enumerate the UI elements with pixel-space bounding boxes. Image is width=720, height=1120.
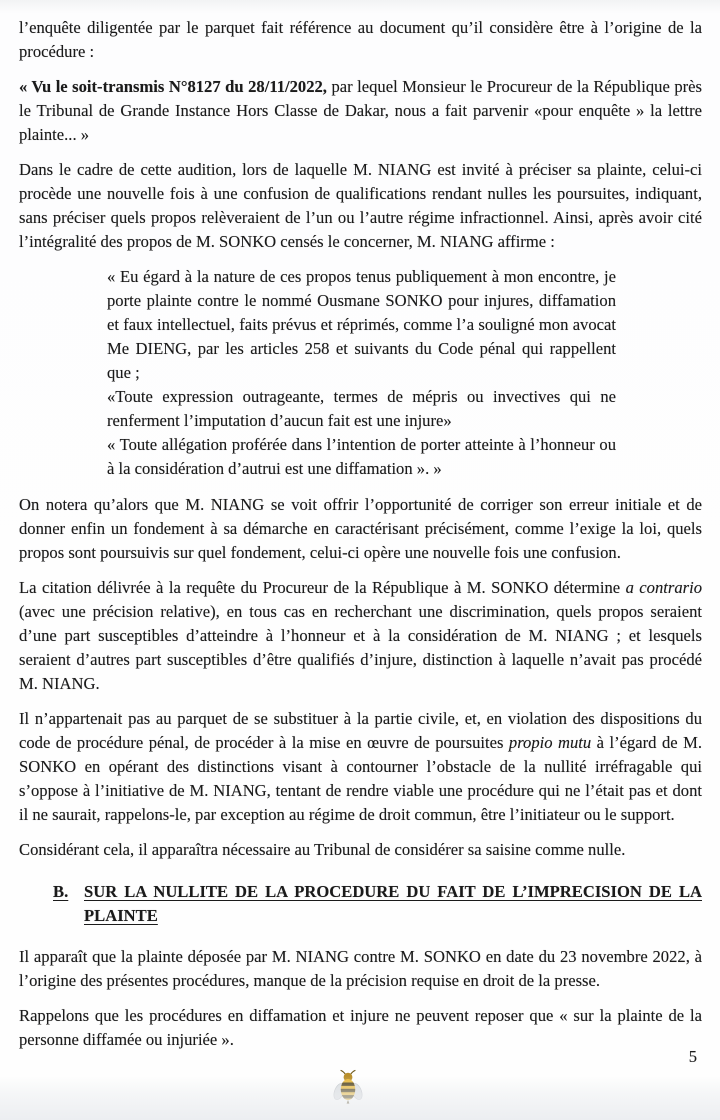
paragraph-citation xyxy=(19,576,702,696)
paragraph-parquet xyxy=(19,707,702,827)
quote-part-1: « Eu égard à la nature de ces propos tenus publiquement à mon encontre, je porte plainte contre le nommé Ousmane SONKO pour injures, diffamation et faux intellectuel, faits prévus et réprimés, comme l’a souligné mon avocat Me DIENG, par les articles 258 et suivants du Code pénal qui rappellent que ; xyxy=(107,267,616,382)
paragraph-plainte-deposee: Il apparaît que la plainte déposée par M. NIANG contre M. SONKO en date du 23 novembre 2022, à l’origine des présentes procédures, manque de la précision requise en droit de la presse. xyxy=(19,947,702,990)
paragraph-audition: Dans le cadre de cette audition, lors de laquelle M. NIANG est invité à préciser sa plainte, celui-ci procède une nouvelle fois à une confusion de qualifications rendant nulles les poursuites, indiquant, sans préciser quels propos relèveraient de l’un ou l’autre régime infractionnel. Ainsi, après avoir cité l’intégralité des propos de M. SONKO censés le concerner, M. NIANG affirme : xyxy=(19,160,702,251)
section-heading-marker: B. xyxy=(53,882,69,901)
citation-italic-run: a contrario xyxy=(625,578,702,597)
parquet-lead-run: Il n’appartenait pas au parquet de se substituer à la partie civile, et, en violation des dispositions du code de procédure pénal, de procéder à la mise en œuvre de poursuites xyxy=(19,709,702,752)
citation-tail-run: (avec une précision relative), en tous cas en recherchant une discrimination, quels propos seraient d’une part susceptibles d’atteindre à l’honneur et à la considération de M. NIANG ; et lesquels seraient d’autres part susceptibles d’être qualifiés d’injure, distinction à laquelle n’avait pas procédé M. NIANG. xyxy=(19,602,702,693)
paragraph-rappelons: Rappelons que les procédures en diffamation et injure ne peuvent reposer que « sur la plainte de la personne diffamée ou injuriée ». xyxy=(19,1006,702,1049)
paragraph-soit-transmis xyxy=(19,75,702,147)
section-heading-title: SUR LA NULLITE DE LA PROCEDURE DU FAIT DE L’IMPRECISION DE LA PLAINTE xyxy=(84,882,702,925)
quote-part-3: « Toute allégation proférée dans l’intention de porter atteinte à l’honneur ou à la considération d’autrui est une diffamation ». » xyxy=(107,435,616,478)
paragraph-on-notera: On notera qu’alors que M. NIANG se voit offrir l’opportunité de corriger son erreur initiale et de donner enfin un fondement à sa démarche en caractérisant précisément, comme l’exige la loi, quels propos sont poursuivis sur quel fondement, celui-ci opère une nouvelle fois une confusion. xyxy=(19,495,702,562)
soit-transmis-text-run: par lequel Monsieur le Procureur de la République près le Tribunal de Grande Instance Hors Classe de Dakar, nous a fait parvenir «pour enquête » la lettre plainte... » xyxy=(19,77,702,144)
bee-icon xyxy=(333,1069,363,1105)
blockquote-plainte-niang xyxy=(107,265,616,481)
parquet-italic-run: propio mutu xyxy=(508,733,592,752)
quote-part-2: «Toute expression outrageante, termes de mépris ou invectives qui ne renferment l’imputation d’aucun fait est une injure» xyxy=(107,387,616,430)
section-heading-b xyxy=(53,880,702,928)
soit-transmis-bold-run: « Vu le soit-transmis N°8127 du 28/11/2022, xyxy=(19,77,327,96)
page-number: 5 xyxy=(688,1047,697,1066)
paragraph-intro: l’enquête diligentée par le parquet fait référence au document qu’il considère être à l’origine de la procédure : xyxy=(19,18,702,61)
citation-lead-run: La citation délivrée à la requête du Procureur de la République à M. SONKO détermine xyxy=(19,578,626,597)
paragraph-considerant: Considérant cela, il apparaîtra nécessaire au Tribunal de considérer sa saisine comme nulle. xyxy=(19,840,626,859)
parquet-tail-run: à l’égard de M. SONKO en opérant des distinctions visant à contourner l’obstacle de la nullité irréfragable qui s’oppose à l’initiative de M. NIANG, tentant de rendre viable une procédure qui ne l’était pas et dont il ne saurait, rappelons-le, par exception au régime de droit commun, être l’initiateur ou le support. xyxy=(19,733,702,824)
